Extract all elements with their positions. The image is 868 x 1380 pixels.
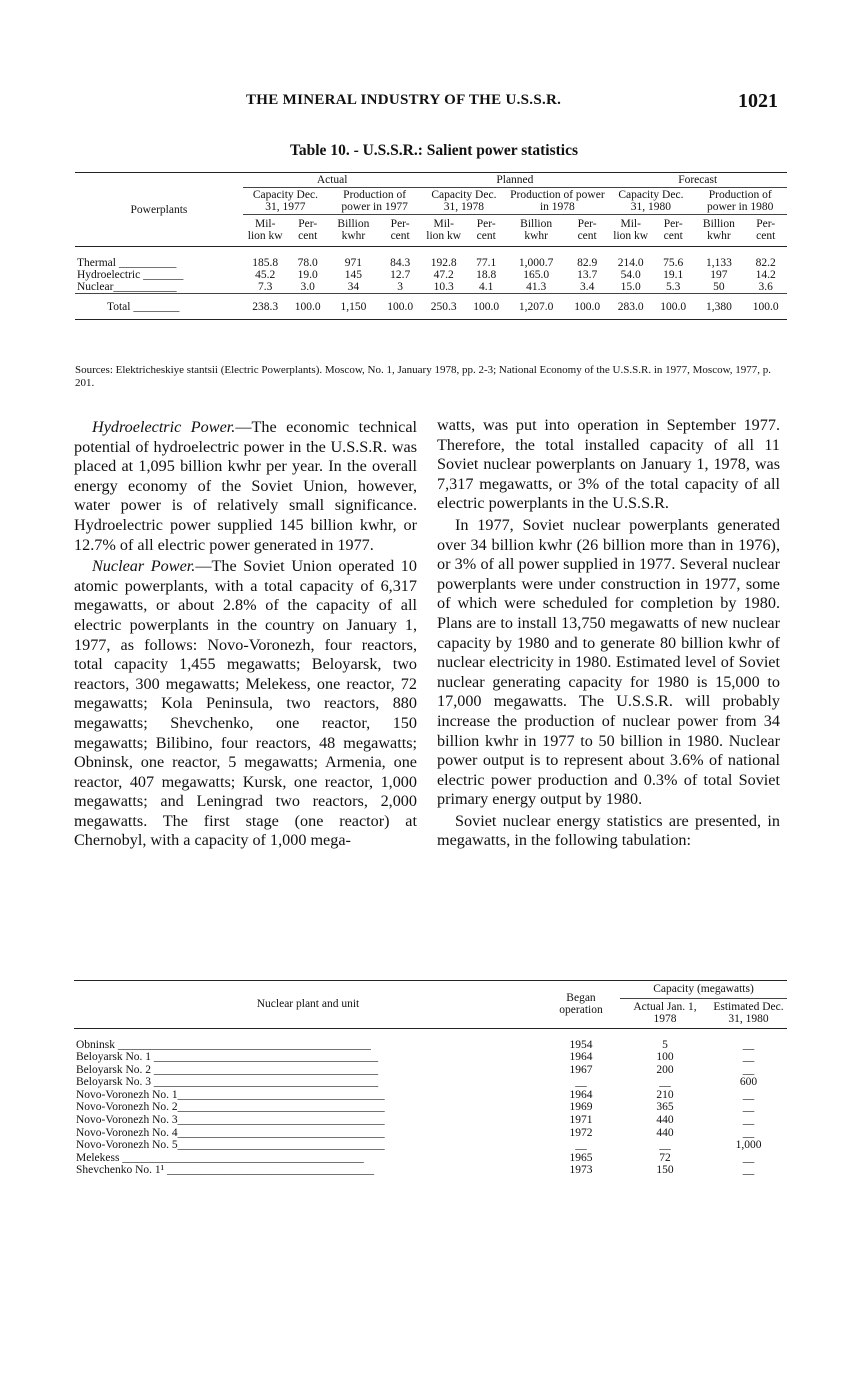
row-label: Beloyarsk No. 2 _______________________________________ <box>76 1063 379 1076</box>
cell: __ <box>659 1139 671 1152</box>
cell: 150 <box>656 1164 674 1177</box>
row-label: Novo-Voronezh No. 1____________________________________ <box>76 1088 385 1101</box>
cell: 200 <box>656 1063 674 1076</box>
table-row <box>74 1164 787 1177</box>
cell: 214.0 <box>617 257 644 269</box>
cell: __ <box>742 1038 755 1051</box>
subgroup-header: Production of power in 1977 <box>328 188 422 215</box>
table-10-title: Table 10. - U.S.S.R.: Salient power statistics <box>289 142 579 159</box>
capacity-header: Capacity (megawatts) <box>620 981 787 999</box>
cell: 1,380 <box>693 294 744 320</box>
table-row <box>75 269 787 281</box>
cell: 1,133 <box>705 257 732 269</box>
row-label: Novo-Voronezh No. 4____________________________________ <box>76 1126 385 1139</box>
table-row <box>74 1127 787 1140</box>
nuclear-plants-table <box>74 980 787 1177</box>
table-row <box>74 1076 787 1089</box>
cell: 13.7 <box>577 269 598 281</box>
cell: 12.7 <box>390 269 411 281</box>
cell: 283.0 <box>608 294 653 320</box>
subgroup-header: Production of power in 1980 <box>693 188 787 215</box>
cell: 50 <box>713 281 725 293</box>
cell: __ <box>742 1126 755 1139</box>
cell: 1,000 <box>735 1139 762 1152</box>
unit-header: Mil- lion kw <box>421 215 466 247</box>
row-label: Novo-Voronezh No. 2____________________________________ <box>76 1101 385 1114</box>
nuclear-paragraph <box>74 557 417 851</box>
unit-header: Per- cent <box>653 215 693 247</box>
stub-header: Nuclear plant and unit <box>74 981 542 1029</box>
unit-header: Per- cent <box>288 215 328 247</box>
cell: __ <box>742 1101 755 1114</box>
cell: __ <box>575 1076 587 1089</box>
table-row <box>74 1089 787 1102</box>
group-header: Forecast <box>608 173 787 188</box>
row-label: Nuclear___________ <box>77 281 177 293</box>
cell: 34 <box>347 281 360 293</box>
subgroup-header: Production of power in 1978 <box>506 188 608 215</box>
unit-header: Per- cent <box>566 215 609 247</box>
cell: 440 <box>656 1126 674 1139</box>
cell: 84.3 <box>390 257 411 269</box>
table-row <box>74 1028 787 1051</box>
row-label: Hydroelectric _______ <box>77 269 184 281</box>
nuclear-heading: Nuclear Power. <box>92 557 196 576</box>
subgroup-header: Capacity Dec. 31, 1978 <box>421 188 506 215</box>
hydro-paragraph <box>74 418 417 555</box>
cell: __ <box>742 1088 755 1101</box>
cell: 210 <box>656 1088 674 1101</box>
cell: 185.8 <box>252 257 279 269</box>
table-row <box>74 1139 787 1152</box>
cell: 7.3 <box>258 281 273 293</box>
cell: __ <box>659 1076 671 1089</box>
unit-header: Per- cent <box>379 215 422 247</box>
cell: 45.2 <box>255 269 276 281</box>
paragraph: In 1977, Soviet nuclear powerplants generated over 34 billion kwhr (26 billion more than in 1976), or 3% of all power supplied in 1977. Several nuclear powerplants were under construction in 1977, some of which were scheduled for completion by 1980. Plans are to install 13,750 megawatts of new nuclear capacity by 1980 and to generate 80 billion kwhr of nuclear electricity in 1980. Estimated level of Soviet nuclear generating capacity for 1980 is 15,000 to 17,000 megawatts. The U.S.S.R. will probably increase the production of nuclear power from 34 billion kwhr in 1977 to 50 billion in 1980. Nuclear power output is to represent about 3.6% of national electric power production and 0.3% of total Soviet primary energy output by 1980. <box>437 515 780 809</box>
unit-header: Billion kwhr <box>693 215 744 247</box>
cell: 365 <box>656 1101 674 1114</box>
row-label: Thermal __________ <box>77 257 177 269</box>
running-title: THE MINERAL INDUSTRY OF THE U.S.S.R. <box>246 92 562 108</box>
cell: __ <box>742 1164 755 1177</box>
cell: 82.9 <box>577 257 598 269</box>
cell: 1,000.7 <box>518 257 554 269</box>
row-label: Melekess __________________________________________ <box>76 1151 364 1164</box>
cell: 1965 <box>569 1151 593 1164</box>
row-label: Beloyarsk No. 3 _______________________________________ <box>76 1076 379 1089</box>
unit-header: Mil- lion kw <box>243 215 288 247</box>
total-row <box>75 294 787 320</box>
cell: 192.8 <box>430 257 457 269</box>
cell: 82.2 <box>755 257 776 269</box>
group-header: Actual <box>243 173 422 188</box>
table-row <box>74 1064 787 1077</box>
cell: 10.3 <box>433 281 454 293</box>
cell: 41.3 <box>526 281 547 293</box>
hydro-text: —The economic technical potential of hydroelectric power in the U.S.S.R. was placed at 1,095 billion kwhr per year. In the overall energy economy of the Soviet Union, however, water power is of relatively small significance. Hydroelectric power supplied 145 billion kwhr, or 12.7% of all electric power generated in 1977. <box>74 418 417 554</box>
unit-header: Per- cent <box>466 215 506 247</box>
cell: 600 <box>739 1076 758 1089</box>
table-row <box>75 281 787 294</box>
cell: 440 <box>656 1114 674 1127</box>
cell: 1969 <box>569 1101 593 1114</box>
text-column-right <box>437 416 780 851</box>
cell: 1967 <box>569 1063 593 1076</box>
cell: 5 <box>662 1038 668 1051</box>
cell: 3.6 <box>758 281 773 293</box>
hydro-heading: Hydroelectric Power. <box>92 418 236 436</box>
paragraph: watts, was put into operation in September 1977. Therefore, the total installed capacity of all 11 Soviet nuclear powerplants on January 1, 1978, was 7,317 megawatts, or 3% of the total capacity of all electric powerplants in the U.S.S.R. <box>437 416 780 513</box>
cell: __ <box>742 1063 755 1076</box>
cell: 100.0 <box>653 294 693 320</box>
table-row <box>75 247 787 270</box>
cell: 3.4 <box>579 281 595 293</box>
cell: 47.2 <box>433 269 454 281</box>
cell: 1971 <box>569 1114 593 1127</box>
cell: 238.3 <box>243 294 288 320</box>
cell: __ <box>742 1114 755 1127</box>
table-sources-note: Sources: Elektricheskiye stantsii (Electric Powerplants). Moscow, No. 1, January 1978, pp. 2-3; National Economy of the U.S.S.R. in 1977, Moscow, 1977, p. 201. <box>75 364 772 389</box>
cell: 971 <box>344 257 363 269</box>
cell: __ <box>575 1139 587 1152</box>
cell: 4.1 <box>479 281 494 293</box>
cell: 1,150 <box>328 294 379 320</box>
estimated-header: Estimated Dec. 31, 1980 <box>710 998 787 1028</box>
cell: 1,207.0 <box>506 294 566 320</box>
unit-header: Billion kwhr <box>506 215 566 247</box>
cell: 100.0 <box>379 294 422 320</box>
subgroup-header: Capacity Dec. 31, 1980 <box>608 188 693 215</box>
unit-header: Per- cent <box>744 215 787 247</box>
cell: 72 <box>659 1151 671 1164</box>
cell: 197 <box>710 269 728 281</box>
cell: 19.1 <box>663 269 684 281</box>
cell: __ <box>742 1151 755 1164</box>
cell: 1964 <box>569 1051 593 1064</box>
cell: 3.0 <box>300 281 315 293</box>
cell: 14.2 <box>755 269 776 281</box>
text-column-left <box>74 416 417 851</box>
cell: 15.0 <box>620 281 641 293</box>
page-number: 1021 <box>738 90 778 112</box>
cell: 165.0 <box>523 269 550 281</box>
cell: __ <box>742 1051 755 1064</box>
actual-header: Actual Jan. 1, 1978 <box>620 998 710 1028</box>
row-label: Beloyarsk No. 1 _______________________________________ <box>76 1051 379 1064</box>
cell: 100.0 <box>566 294 609 320</box>
unit-header: Billion kwhr <box>328 215 379 247</box>
cell: 19.0 <box>297 269 318 281</box>
cell: 100 <box>656 1051 674 1064</box>
table-row <box>74 1152 787 1165</box>
cell: 100.0 <box>744 294 787 320</box>
cell: 145 <box>344 269 363 281</box>
paragraph: Soviet nuclear energy statistics are presented, in megawatts, in the following tabulation: <box>437 811 780 850</box>
cell: 54.0 <box>620 269 641 281</box>
cell: 100.0 <box>288 294 328 320</box>
cell: 78.0 <box>297 257 318 269</box>
table-row <box>74 1051 787 1064</box>
group-header: Planned <box>421 173 608 188</box>
table-row <box>74 1101 787 1114</box>
cell: 5.3 <box>666 281 681 293</box>
nuclear-text: —The Soviet Union operated 10 atomic powerplants, with a total capacity of 6,317 megawatts, or about 2.8% of the capacity of all electric powerplants in the country on January 1, 1977, as follows: Novo-Voronezh, four reactors, total capacity 1,455 megawatts; Beloyarsk, two reactors, 300 megawatts; Melekess, one reactor, 72 megawatts; Kola Peninsula, two reactors, 880 megawatts; Shevchenko, one reactor, 150 megawatts; Bilibino, four reactors, 48 megawatts; Obninsk, one reactor, 5 megawatts; Armenia, one reactor, 407 megawatts; Kursk, one reactor, 1,000 megawatts; and Leningrad two reactors, 2,000 megawatts. The first stage (one reactor) at Chernobyl, with a capacity of 1,000 mega- <box>74 557 417 850</box>
cell: 75.6 <box>663 257 684 269</box>
cell: 1973 <box>569 1164 593 1177</box>
stub-header: Powerplants <box>75 173 243 247</box>
cell: 77.1 <box>476 257 497 269</box>
cell: 1964 <box>569 1088 593 1101</box>
cell: 3 <box>397 281 404 293</box>
cell: 1954 <box>569 1038 593 1051</box>
power-statistics-table <box>75 172 787 320</box>
row-label: Shevchenko No. 1¹ ____________________________________ <box>76 1164 374 1177</box>
cell: 250.3 <box>421 294 466 320</box>
cell: 100.0 <box>466 294 506 320</box>
cell: 1972 <box>569 1126 593 1139</box>
cell: 18.8 <box>476 269 497 281</box>
unit-header: Mil- lion kw <box>608 215 653 247</box>
subgroup-header: Capacity Dec. 31, 1977 <box>243 188 328 215</box>
row-label: Obninsk ____________________________________________ <box>76 1038 371 1051</box>
began-header: Began operation <box>542 981 620 1029</box>
table-row <box>74 1114 787 1127</box>
row-label: Novo-Voronezh No. 5____________________________________ <box>76 1139 385 1152</box>
row-label: Total ________ <box>75 294 243 320</box>
row-label: Novo-Voronezh No. 3____________________________________ <box>76 1114 385 1127</box>
